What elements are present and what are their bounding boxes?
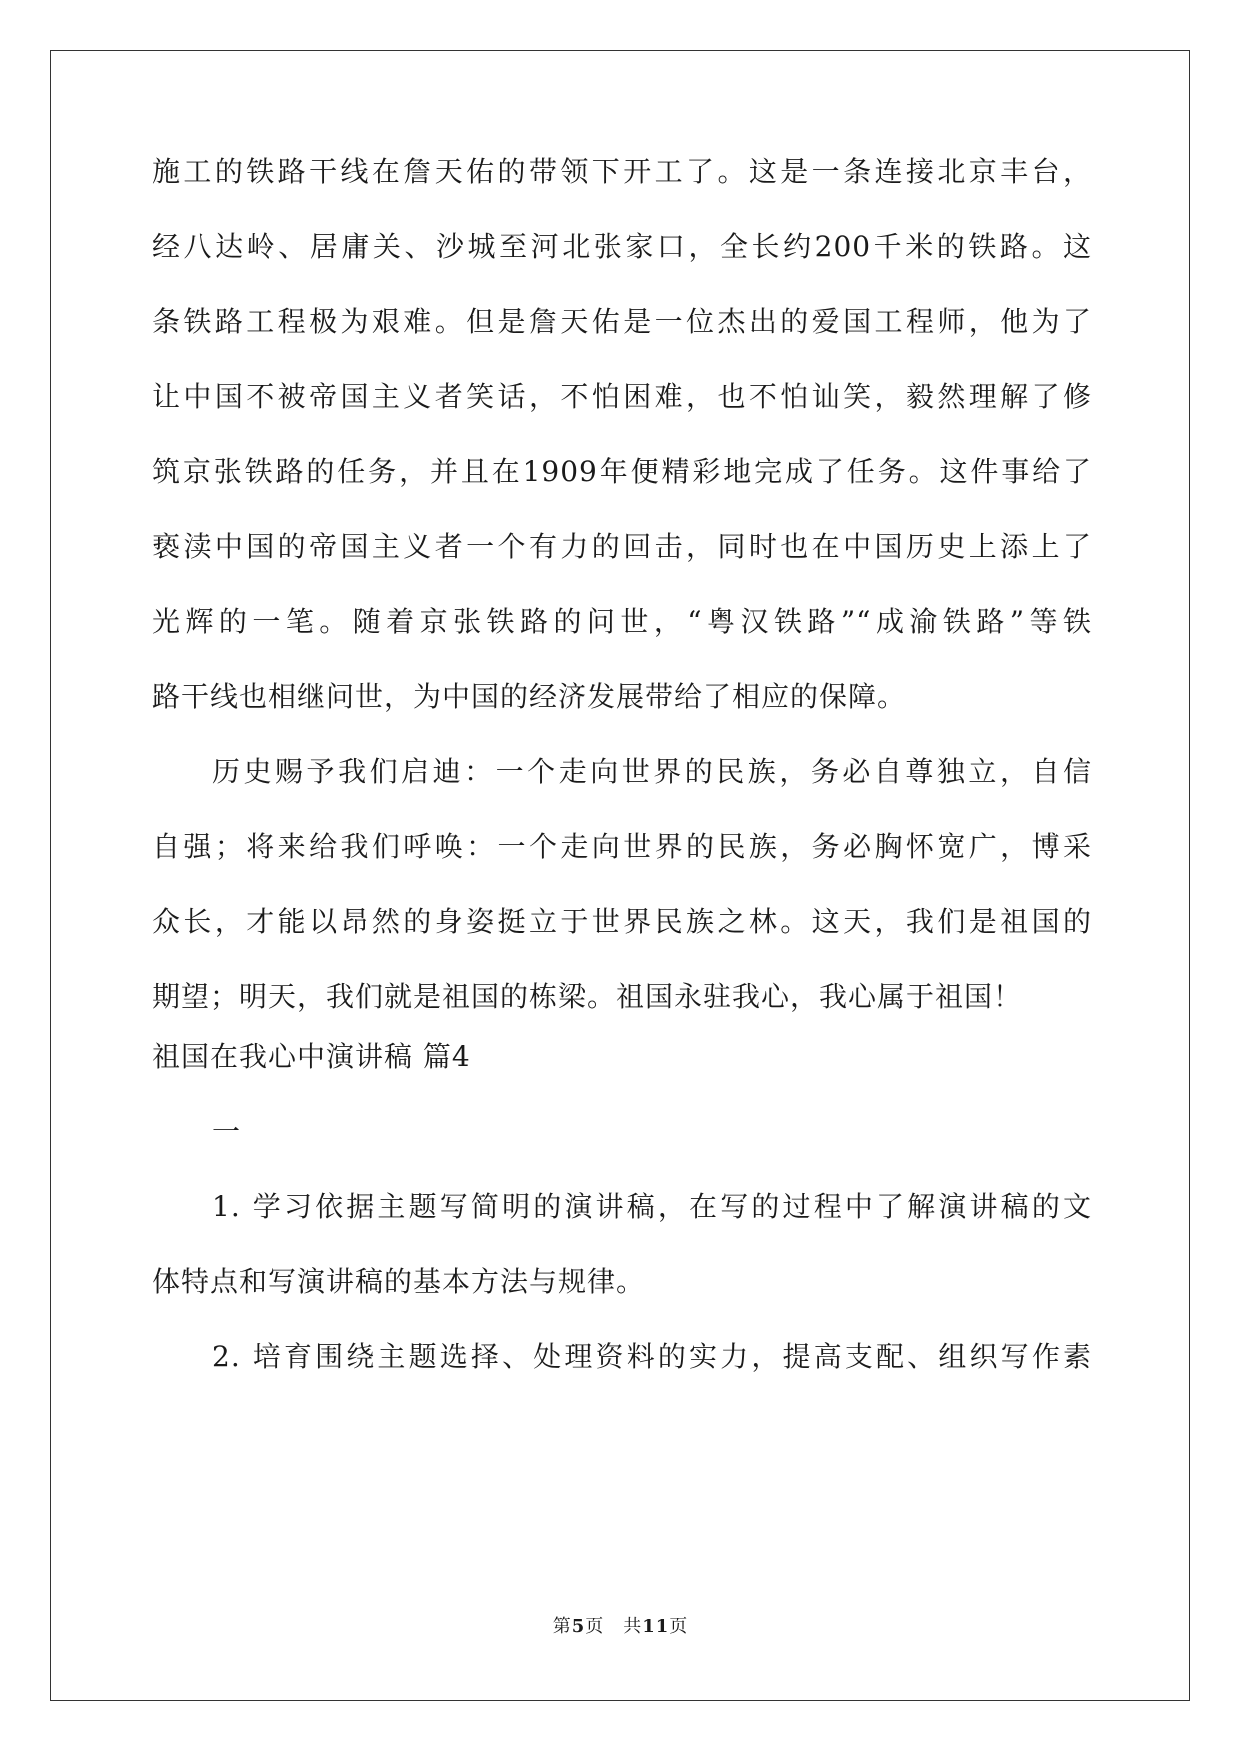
list-item-continuation: 体特点和写演讲稿的基本方法与规律。 <box>152 1265 646 1298</box>
page-border <box>50 50 1190 1701</box>
paragraph-line: 亵渎中国的帝国主义者一个有力的回击，同时也在中国历史上添上了 <box>152 530 1092 563</box>
paragraph-line: 路干线也相继问世，为中国的经济发展带给了相应的保障。 <box>152 680 907 713</box>
paragraph-line: 筑京张铁路的任务，并且在1909年便精彩地完成了任务。这件事给了 <box>152 455 1092 488</box>
footer-prefix: 第 <box>552 1616 572 1637</box>
list-item: 1. 学习依据主题写简明的演讲稿，在写的过程中了解演讲稿的文 <box>212 1190 1092 1223</box>
section-marker: 一 <box>212 1115 242 1148</box>
footer-mid: 页 共 <box>585 1616 643 1637</box>
paragraph-line: 施工的铁路干线在詹天佑的带领下开工了。这是一条连接北京丰台， <box>152 155 1092 188</box>
list-item: 2. 培育围绕主题选择、处理资料的实力，提高支配、组织写作素 <box>212 1340 1092 1373</box>
paragraph-line: 让中国不被帝国主义者笑话，不怕困难，也不怕讪笑，毅然理解了修 <box>152 380 1092 413</box>
total-pages-number: 11 <box>642 1616 670 1637</box>
paragraph-line: 经八达岭、居庸关、沙城至河北张家口，全长约200千米的铁路。这 <box>152 230 1092 263</box>
paragraph-line: 历史赐予我们启迪：一个走向世界的民族，务必自尊独立，自信 <box>212 755 1092 788</box>
paragraph-line: 自强；将来给我们呼唤：一个走向世界的民族，务必胸怀宽广，博采 <box>152 830 1092 863</box>
paragraph-line: 期望；明天，我们就是祖国的栋梁。祖国永驻我心，我心属于祖国！ <box>152 980 1023 1013</box>
paragraph-line: 条铁路工程极为艰难。但是詹天佑是一位杰出的爱国工程师，他为了 <box>152 305 1092 338</box>
footer-suffix: 页 <box>669 1616 689 1637</box>
page-footer <box>0 1615 1241 1639</box>
paragraph-line: 光辉的一笔。随着京张铁路的问世，“粤汉铁路”“成渝铁路”等铁 <box>152 605 1092 638</box>
paragraph-line: 众长，才能以昂然的身姿挺立于世界民族之林。这天，我们是祖国的 <box>152 905 1092 938</box>
section-heading: 祖国在我心中演讲稿 篇4 <box>152 1040 471 1073</box>
current-page-number: 5 <box>571 1616 586 1637</box>
